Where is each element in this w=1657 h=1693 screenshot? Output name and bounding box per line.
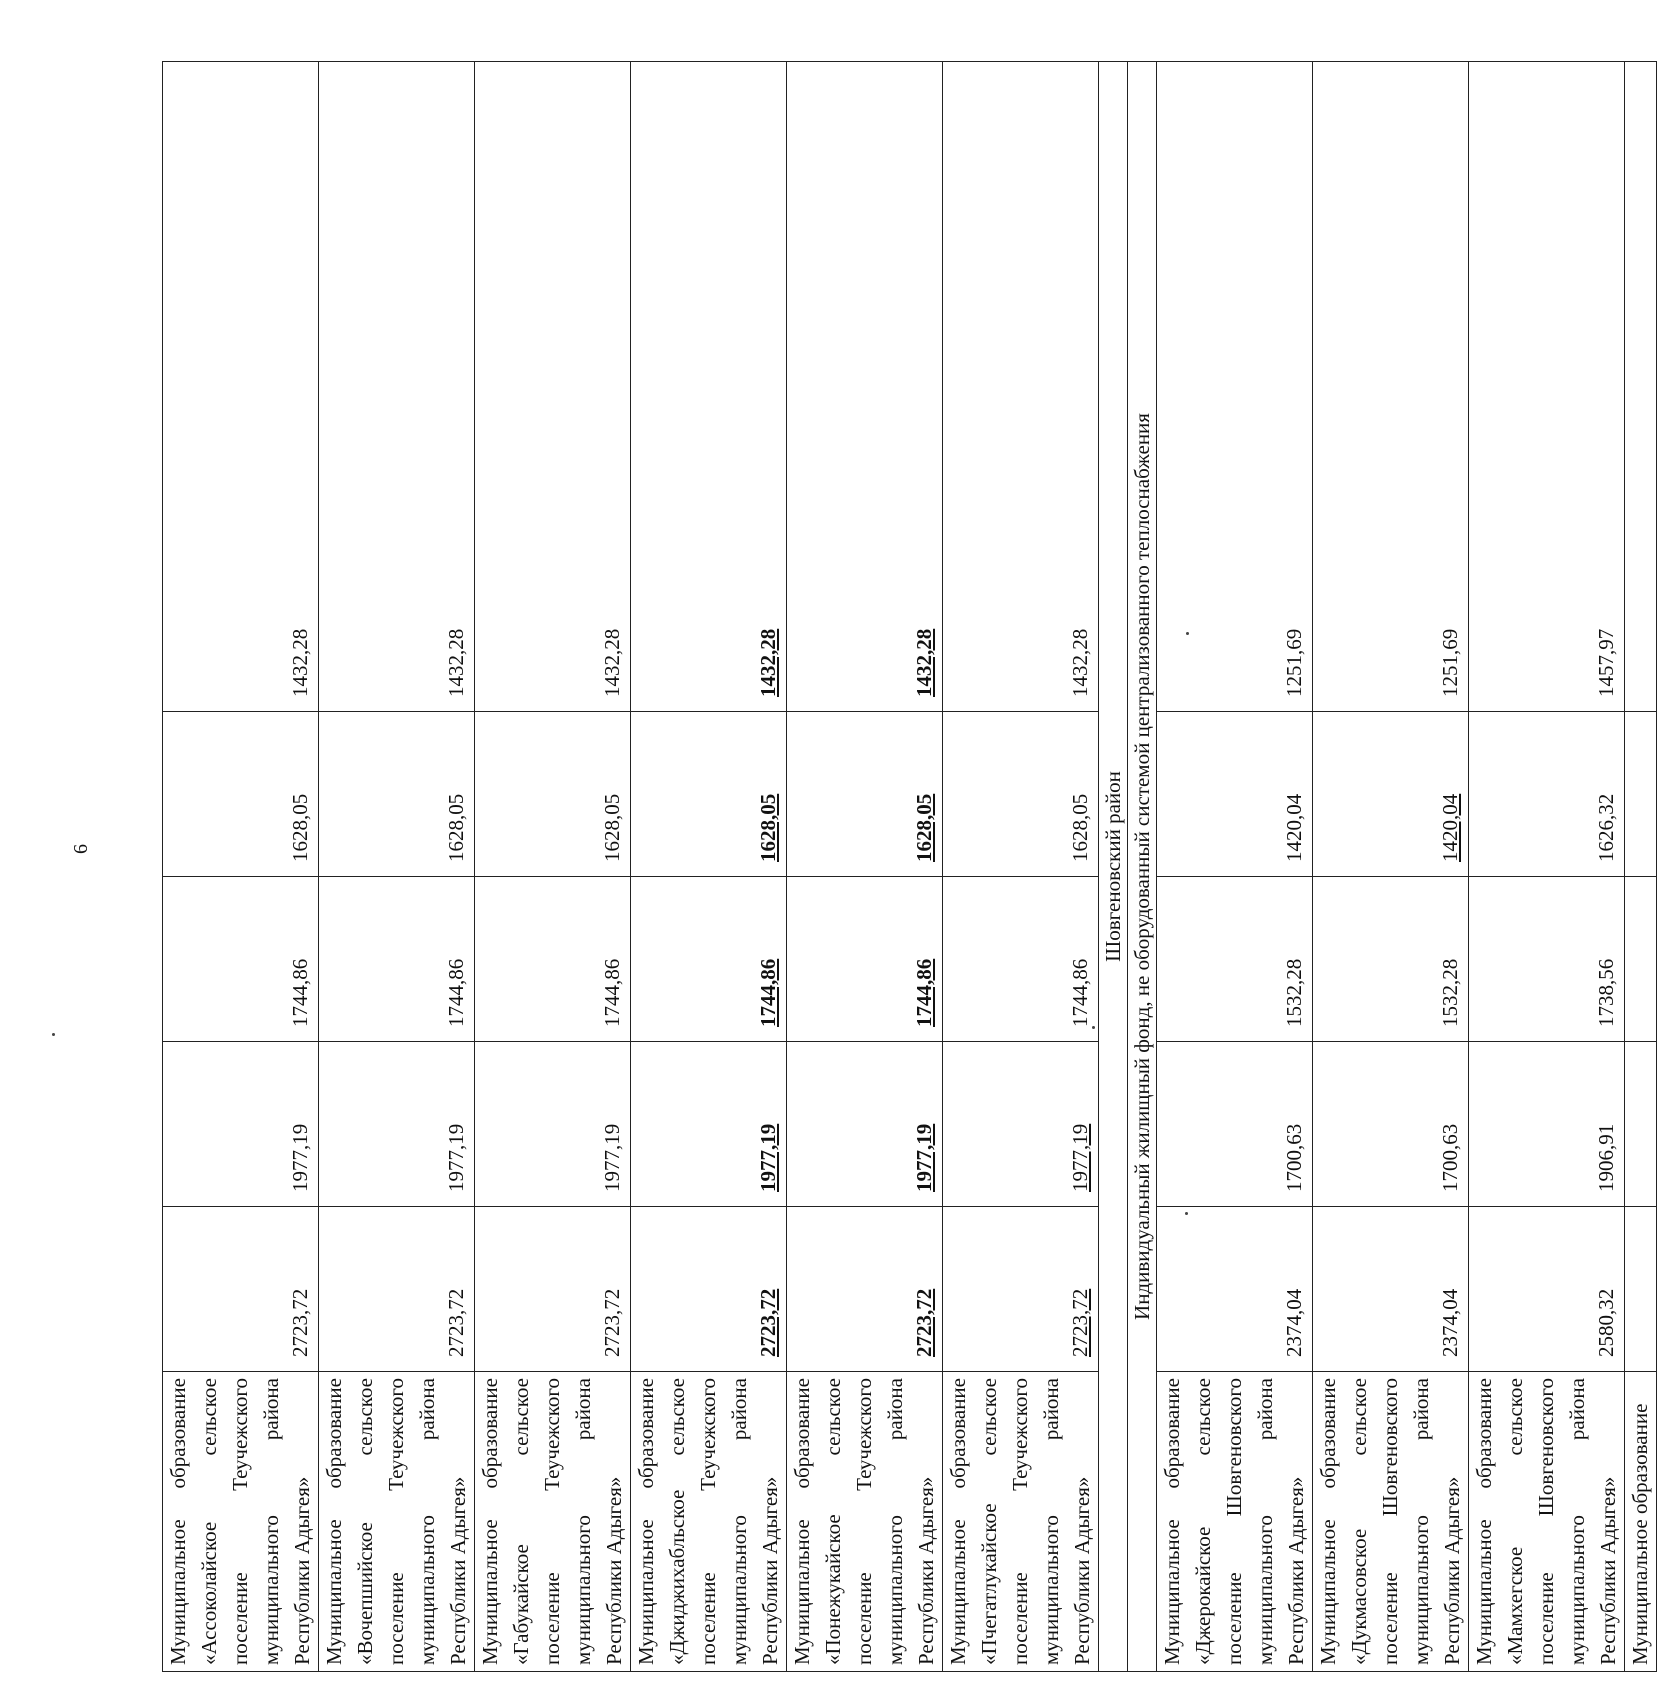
value-cell: 1432,28	[631, 62, 787, 712]
empty-cell	[1625, 877, 1657, 1042]
empty-cell	[1625, 1207, 1657, 1372]
municipality-name: Муниципальное образование «Ассоколайское сельское поселение Теучежского муниципального района Республики Адыгея»	[163, 1372, 319, 1672]
municipality-name: Муниципальное образование «Дукмасовское сельское поселение Шовгеновского муниципального района Республики Адыгея»	[1313, 1372, 1469, 1672]
value-cell: 1744,86	[787, 877, 943, 1042]
value-cell: 2723,72	[163, 1207, 319, 1372]
page-number: 6	[70, 844, 92, 854]
table-row	[163, 62, 319, 1672]
table-row	[943, 62, 1099, 1672]
value-cell: 1977,19	[787, 1042, 943, 1207]
value-cell: 1420,04	[1313, 712, 1469, 877]
value-cell: 1977,19	[475, 1042, 631, 1207]
value-cell: 2374,04	[1313, 1207, 1469, 1372]
municipality-name: Муниципальное образование	[1625, 1372, 1657, 1672]
value-cell: 2580,32	[1469, 1207, 1625, 1372]
municipality-name: Муниципальное образование «Понежукайское сельское поселение Теучежского муниципального района Республики Адыгея»	[787, 1372, 943, 1672]
value-cell: 1628,05	[787, 712, 943, 877]
value-cell: 1744,86	[319, 877, 475, 1042]
value-cell: 1744,86	[943, 877, 1099, 1042]
value-cell: 1420,04	[1157, 712, 1313, 877]
value-cell: 1457,97	[1469, 62, 1625, 712]
value-cell: 2723,72	[319, 1207, 475, 1372]
value-cell: 1700,63	[1313, 1042, 1469, 1207]
value-cell: 1977,19	[631, 1042, 787, 1207]
section-district-title: Шовгеновский район	[1099, 62, 1128, 1672]
value-cell: 1628,05	[319, 712, 475, 877]
value-cell: 2723,72	[943, 1207, 1099, 1372]
scan-speck	[1186, 632, 1189, 635]
value-cell: 1532,28	[1157, 877, 1313, 1042]
value-cell: 2723,72	[475, 1207, 631, 1372]
value-cell: 1738,56	[1469, 877, 1625, 1042]
value-cell: 1744,86	[475, 877, 631, 1042]
table-row	[1469, 62, 1625, 1672]
value-cell: 1532,28	[1313, 877, 1469, 1042]
table-row-partial	[1625, 62, 1657, 1672]
tariff-table-rotated	[162, 62, 1652, 1672]
value-cell: 1432,28	[787, 62, 943, 712]
value-cell: 2723,72	[631, 1207, 787, 1372]
table-row	[1157, 62, 1313, 1672]
table-row	[475, 62, 631, 1672]
table-row	[1313, 62, 1469, 1672]
scan-speck	[1185, 1212, 1188, 1215]
value-cell: 1432,28	[319, 62, 475, 712]
scan-speck	[52, 1033, 55, 1036]
value-cell: 1906,91	[1469, 1042, 1625, 1207]
value-cell: 1700,63	[1157, 1042, 1313, 1207]
value-cell: 1432,28	[943, 62, 1099, 712]
empty-cell	[1625, 712, 1657, 877]
value-cell: 2723,72	[787, 1207, 943, 1372]
value-cell: 2374,04	[1157, 1207, 1313, 1372]
value-cell: 1251,69	[1313, 62, 1469, 712]
section-subtitle: Индивидуальный жилищный фонд, не оборудованный системой централизованного теплоснабжения	[1128, 62, 1157, 1672]
tariff-table	[162, 61, 1657, 1672]
value-cell: 1251,69	[1157, 62, 1313, 712]
municipality-name: Муниципальное образование «Мамхегское сельское поселение Шовгеновского муниципального района Республики Адыгея»	[1469, 1372, 1625, 1672]
section-row-district	[1099, 62, 1128, 1672]
table-row	[319, 62, 475, 1672]
empty-cell	[1625, 1042, 1657, 1207]
value-cell: 1628,05	[943, 712, 1099, 877]
value-cell: 1432,28	[163, 62, 319, 712]
value-cell: 1626,32	[1469, 712, 1625, 877]
municipality-name: Муниципальное образование «Джиджихабльское сельское поселение Теучежского муниципального района Республики Адыгея»	[631, 1372, 787, 1672]
value-cell: 1744,86	[631, 877, 787, 1042]
value-cell: 1977,19	[319, 1042, 475, 1207]
value-cell: 1628,05	[631, 712, 787, 877]
empty-cell	[1625, 62, 1657, 712]
municipality-name: Муниципальное образование «Вочепшийское сельское поселение Теучежского муниципального района Республики Адыгея»	[319, 1372, 475, 1672]
municipality-name: Муниципальное образование «Джерокайское сельское поселение Шовгеновского муниципального района Республики Адыгея»	[1157, 1372, 1313, 1672]
value-cell: 1628,05	[475, 712, 631, 877]
section-row-subtitle	[1128, 62, 1157, 1672]
value-cell: 1977,19	[943, 1042, 1099, 1207]
municipality-name: Муниципальное образование «Габукайское сельское поселение Теучежского муниципального района Республики Адыгея»	[475, 1372, 631, 1672]
value-cell: 1628,05	[163, 712, 319, 877]
value-cell: 1744,86	[163, 877, 319, 1042]
table-row	[787, 62, 943, 1672]
scan-speck	[1092, 1026, 1095, 1029]
value-cell: 1432,28	[475, 62, 631, 712]
municipality-name: Муниципальное образование «Пчегатлукайское сельское поселение Теучежского муниципального района Республики Адыгея»	[943, 1372, 1099, 1672]
value-cell: 1977,19	[163, 1042, 319, 1207]
table-row	[631, 62, 787, 1672]
